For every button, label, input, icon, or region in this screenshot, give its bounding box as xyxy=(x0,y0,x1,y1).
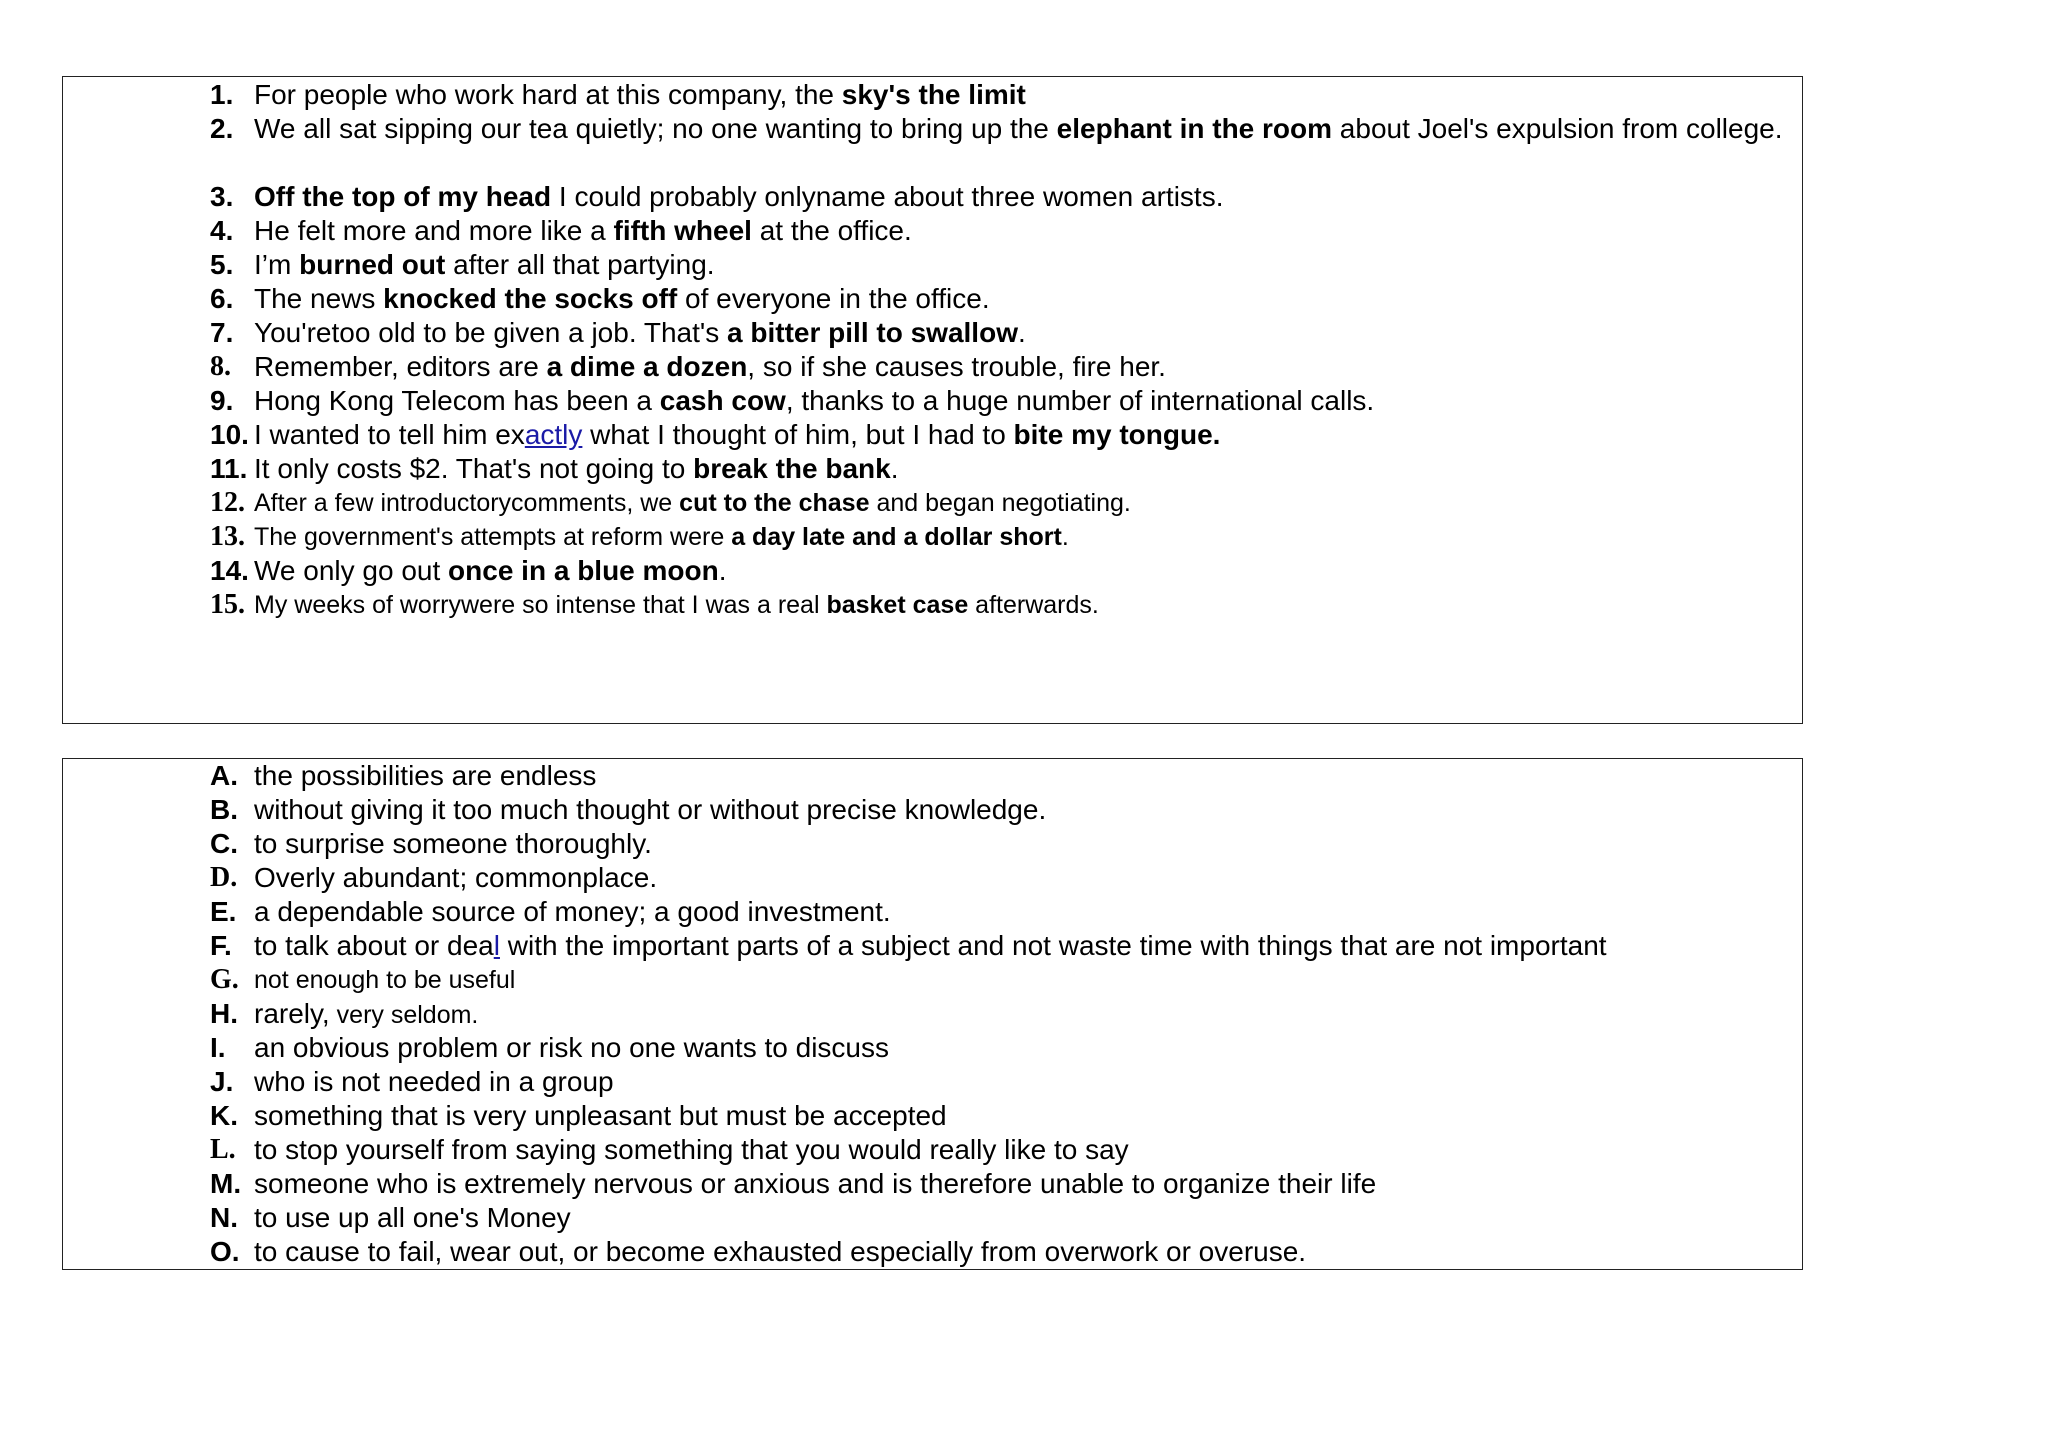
sentence-number: 12. xyxy=(210,487,245,518)
sentence-number: 3. xyxy=(210,181,234,212)
sentence-text: Remember, editors are a dime a dozen, so if she causes trouble, fire her. xyxy=(254,351,1166,382)
sentence-text: After a few introductorycomments, we cut to the chase and began negotiating. xyxy=(254,489,1131,517)
definition-text: to use up all one's Money xyxy=(254,1202,571,1233)
idiom-phrase: bite my tongue. xyxy=(1013,419,1221,450)
definition-text: someone who is extremely nervous or anxious and is therefore unable to organize their life xyxy=(254,1168,1377,1199)
idiom-phrase: elephant in the room xyxy=(1056,113,1333,144)
text-link[interactable]: l xyxy=(493,930,500,961)
sentence-text: I’m burned out after all that partying. xyxy=(254,249,715,280)
idiom-phrase: knocked the socks off xyxy=(383,283,678,314)
sentence-number: 5. xyxy=(210,249,234,280)
definition-text: an obvious problem or risk no one wants to discuss xyxy=(254,1032,889,1063)
sentence-number: 13. xyxy=(210,521,245,552)
definition-letter: O. xyxy=(210,1236,240,1267)
definition-text: a dependable source of money; a good investment. xyxy=(254,896,891,927)
definition-letter: B. xyxy=(210,794,238,825)
text-link[interactable]: actly xyxy=(524,419,583,450)
sentence-text: I wanted to tell him exactly what I thought of him, but I had to bite my tongue. xyxy=(254,419,1221,450)
definition-text: without giving it too much thought or without precise knowledge. xyxy=(254,794,1047,825)
definition-letter: D. xyxy=(210,862,238,893)
idiom-phrase: a bitter pill to swallow xyxy=(727,317,1018,348)
sentence-number: 15. xyxy=(210,589,245,620)
sentence-number: 9. xyxy=(210,385,234,416)
definition-letter: E. xyxy=(210,896,237,927)
definition-letter: L. xyxy=(210,1134,236,1165)
sentence-text: Off the top of my head I could probably onlyname about three women artists. xyxy=(254,181,1224,212)
idiom-phrase: once in a blue moon xyxy=(448,555,719,586)
idiom-phrase: basket case xyxy=(826,591,969,619)
definition-letter: K. xyxy=(210,1100,238,1131)
sentence-text: We all sat sipping our tea quietly; no one wanting to bring up the elephant in the room about Joel's expulsion from college. xyxy=(254,113,1783,144)
sentence-number: 8. xyxy=(210,351,231,382)
sentence-number: 10. xyxy=(210,419,249,450)
definition-text: Overly abundant; commonplace. xyxy=(254,862,658,893)
idiom-definitions-box xyxy=(62,758,1803,1270)
sentence-text: The news knocked the socks off of everyone in the office. xyxy=(254,283,990,314)
definition-letter: N. xyxy=(210,1202,238,1233)
sentence-text: My weeks of worrywere so intense that I was a real basket case afterwards. xyxy=(254,591,1099,619)
sentence-number: 11. xyxy=(210,453,248,484)
sentence-number: 4. xyxy=(210,215,234,246)
idiom-phrase: cash cow xyxy=(659,385,786,416)
idiom-phrase: cut to the chase xyxy=(679,489,870,517)
idiom-phrase: burned out xyxy=(299,249,446,280)
definition-text: rarely, very seldom. xyxy=(254,998,479,1029)
sentence-text: You'retoo old to be given a job. That's a bitter pill to swallow. xyxy=(254,317,1026,348)
definition-letter: M. xyxy=(210,1168,242,1199)
definition-letter: H. xyxy=(210,998,238,1029)
definition-text: something that is very unpleasant but must be accepted xyxy=(254,1100,947,1131)
idiom-phrase: a day late and a dollar short xyxy=(731,523,1062,551)
sentence-text: He felt more and more like a fifth wheel at the office. xyxy=(254,215,912,246)
idiom-phrase: break the bank xyxy=(693,453,891,484)
definition-letter: J. xyxy=(210,1066,234,1097)
definition-text: not enough to be useful xyxy=(254,966,516,994)
sentence-number: 7. xyxy=(210,317,234,348)
sentence-number: 6. xyxy=(210,283,234,314)
sentence-text: We only go out once in a blue moon. xyxy=(254,555,727,586)
definition-text: to cause to fail, wear out, or become exhausted especially from overwork or overuse. xyxy=(254,1236,1307,1267)
idiom-phrase: sky's the limit xyxy=(841,79,1026,110)
definition-text: to surprise someone thoroughly. xyxy=(254,828,652,859)
sentence-number: 1. xyxy=(210,79,234,110)
sentence-text: Hong Kong Telecom has been a cash cow, thanks to a huge number of international calls. xyxy=(254,385,1375,416)
definition-letter: F. xyxy=(210,930,232,961)
definition-letter: I. xyxy=(210,1032,226,1063)
sentence-text: For people who work hard at this company, the sky's the limit xyxy=(254,79,1026,110)
sentence-text: It only costs $2. That's not going to break the bank. xyxy=(254,453,899,484)
definition-text: to talk about or deal with the important parts of a subject and not waste time with things that are not important xyxy=(254,930,1607,961)
definition-text: who is not needed in a group xyxy=(254,1066,614,1097)
definition-text: to stop yourself from saying something that you would really like to say xyxy=(254,1134,1129,1165)
idiom-phrase: a dime a dozen xyxy=(546,351,748,382)
definition-text: the possibilities are endless xyxy=(254,760,597,791)
definition-letter: C. xyxy=(210,828,238,859)
definition-letter: A. xyxy=(210,760,238,791)
sentence-number: 14. xyxy=(210,555,249,586)
idiom-sentences-box xyxy=(62,76,1803,724)
sentence-text: The government's attempts at reform were a day late and a dollar short. xyxy=(254,523,1069,551)
idiom-phrase: Off the top of my head xyxy=(254,181,552,212)
sentence-number: 2. xyxy=(210,113,234,144)
definition-letter: G. xyxy=(210,964,239,995)
idiom-phrase: fifth wheel xyxy=(613,215,752,246)
